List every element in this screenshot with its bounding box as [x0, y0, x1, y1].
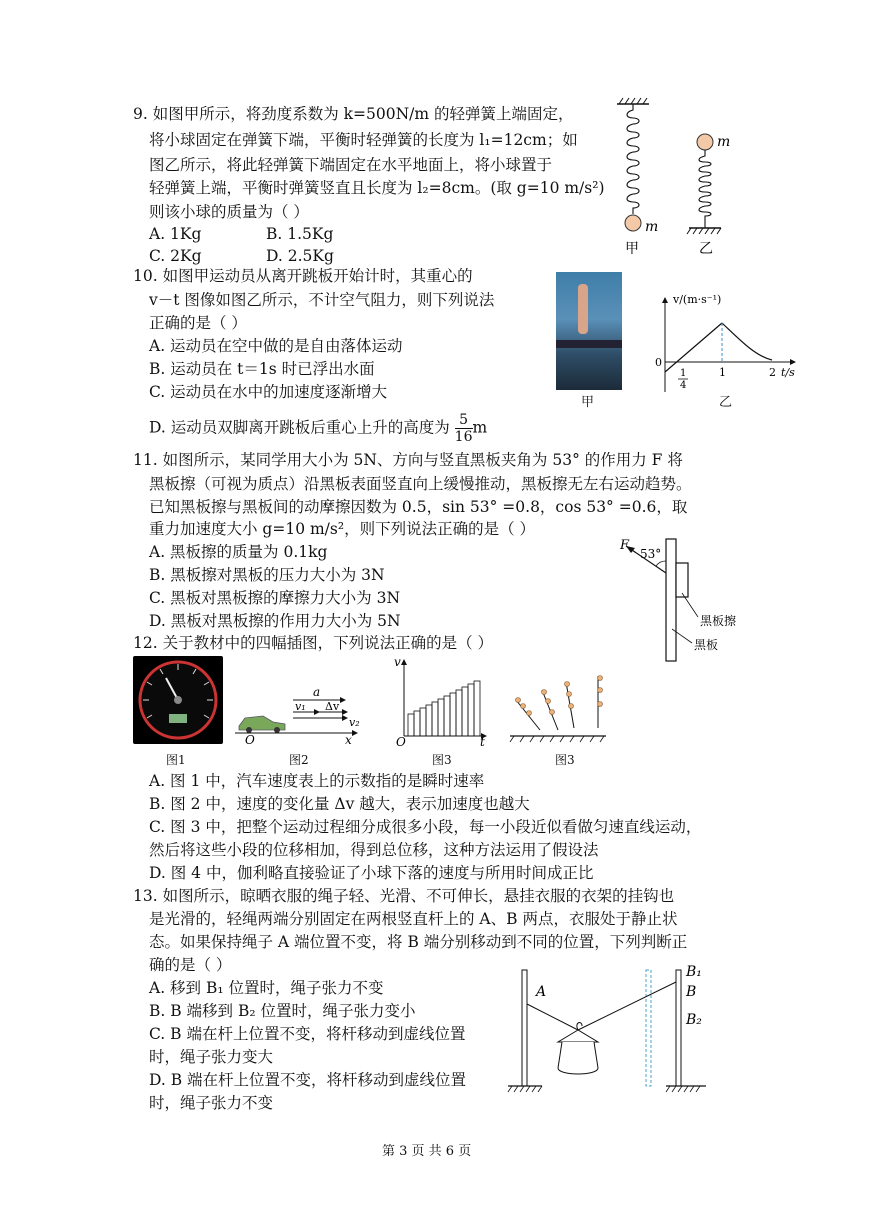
- q12-option-b: B. 图 2 中，速度的变化量 Δv 越大，表示加速度也越大: [149, 795, 530, 813]
- q12-option-d: D. 图 4 中，伽利略直接验证了小球下落的速度与所用时间成正比: [149, 864, 594, 882]
- q10-option-b: B. 运动员在 t＝1s 时已浮出水面: [149, 360, 375, 378]
- q12-fig2-v2-label: v₂: [349, 716, 360, 729]
- q13-option-b: B. B 端移到 B₂ 位置时，绳子张力变小: [149, 1002, 416, 1020]
- q10-option-a: A. 运动员在空中做的是自由落体运动: [149, 337, 403, 355]
- q10-tick-2: 2: [769, 366, 776, 379]
- dashed-pole-icon: [646, 970, 651, 1086]
- ball-icon: [516, 676, 603, 716]
- q9-label-jia: 甲: [625, 241, 639, 257]
- q10-option-d-text: D. 运动员双脚离开跳板后重心上升的高度为: [149, 418, 450, 437]
- blackboard-icon: [666, 539, 676, 661]
- fraction-unit: m: [472, 418, 488, 437]
- q13-clothesline-figure: [500, 958, 740, 1098]
- q11-blackboard-figure: [610, 533, 780, 663]
- q11-line: 黑板擦（可视为质点）沿黑板表面竖直向上缓慢推动，黑板擦无左右运动趋势。: [149, 475, 692, 493]
- q9-mass-label-yi: m: [717, 134, 731, 150]
- q12-fig2-car: [235, 686, 370, 746]
- q10-line: 10. 如图甲运动员从离开跳板开始计时，其重心的: [133, 267, 473, 285]
- q12-stem: 12. 关于教材中的四幅插图，下列说法正确的是（ ）: [133, 634, 494, 652]
- right-pole-icon: [676, 970, 681, 1086]
- q9-option-c: C. 2Kg: [149, 247, 202, 265]
- q10-y-axis-label: v/(m·s⁻¹): [673, 293, 722, 306]
- q11-line: 已知黑板擦与黑板间的动摩擦因数为 0.5，sin 53° =0.8，cos 53° =0.6，取: [149, 498, 688, 516]
- q11-option-a: A. 黑板擦的质量为 0.1kg: [149, 543, 328, 561]
- q12-fig4-galileo-inclines: [506, 670, 611, 744]
- q12-fig2-v1-label: v₁: [295, 700, 306, 713]
- q10-tick-quarter-num: 1: [680, 368, 687, 379]
- q11-option-b: B. 黑板擦对黑板的压力大小为 3N: [149, 566, 385, 584]
- q12-option-a: A. 图 1 中，汽车速度表上的示数指的是瞬时速率: [149, 772, 485, 790]
- q10-origin-label: 0: [655, 356, 662, 369]
- q9-line: 轻弹簧上端，平衡时弹簧竖直且长度为 l₂=8cm。(取 g=10 m/s²): [149, 179, 605, 197]
- q10-rising-line: [665, 323, 722, 372]
- q10-x-axis-label: t/s: [781, 366, 795, 379]
- q12-option-c-cont: 然后将这些小段的位移相加，得到总位移，这种方法运用了假设法: [149, 841, 599, 859]
- q12-option-c: C. 图 3 中，把整个运动过程细分成很多小段，每一小段近似看做匀速直线运动，: [149, 818, 702, 836]
- q11-angle-label: 53°: [640, 547, 662, 561]
- q9-mass-label-jia: m: [645, 219, 659, 235]
- q12-fig2-x-label: x: [345, 733, 352, 746]
- ball-icon: [625, 215, 641, 231]
- diver-figure-icon: [578, 284, 588, 334]
- q12-fig2-a-label: a: [313, 686, 321, 699]
- q12-fig3-v-label: v: [394, 656, 401, 669]
- q10-line: v－t 图像如图乙所示，不计空气阻力，则下列说法: [149, 291, 495, 309]
- q12-fig3-vt-bars: [390, 656, 490, 748]
- q13-option-c-cont: 时，绳子张力变大: [149, 1048, 274, 1066]
- q11-option-c: C. 黑板对黑板擦的摩擦力大小为 3N: [149, 589, 401, 607]
- q11-line: 重力加速度大小 g=10 m/s²，则下列说法正确的是（ ）: [149, 520, 536, 538]
- q11-force-label: F: [620, 538, 630, 553]
- q12-fig3-t-label: t: [480, 735, 485, 748]
- q13-line: 是光滑的，轻绳两端分别固定在两根竖直杆上的 A、B 两点，衣服处于静止状: [149, 910, 678, 928]
- fraction-denominator: 16: [454, 429, 473, 445]
- q9-line: 则该小球的质量为（ ）: [149, 203, 309, 221]
- q9-line: 将小球固定在弹簧下端，平衡时轻弹簧的长度为 l₁=12cm；如: [149, 131, 578, 149]
- q13-option-c: C. B 端在杆上位置不变，将杆移动到虚线位置: [149, 1025, 466, 1043]
- q10-decay-curve: [722, 323, 772, 360]
- q10-tick-quarter-den: 4: [680, 380, 687, 391]
- q10-option-c: C. 运动员在水中的加速度逐渐增大: [149, 383, 388, 401]
- diver-photo: [556, 272, 622, 390]
- riemann-bars: [408, 681, 480, 736]
- q12-fig2-o-label: O: [245, 733, 255, 746]
- q12-caption-3: 图3: [432, 753, 452, 767]
- q13-label-a: A: [536, 984, 547, 1000]
- q10-label-jia: 甲: [581, 395, 595, 410]
- q13-label-b1: B₁: [686, 964, 702, 980]
- q13-option-d-cont: 时，绳子张力不变: [149, 1094, 274, 1112]
- rope-left: [527, 1004, 578, 1030]
- q9-spring-figure: [605, 96, 755, 261]
- fraction-numerator: 5: [455, 412, 473, 429]
- q13-label-b: B: [686, 984, 697, 1000]
- q13-option-a: A. 移到 B₁ 位置时，绳子张力不变: [149, 979, 384, 997]
- q11-line: 11. 如图所示，某同学用大小为 5N、方向与竖直黑板夹角为 53° 的作用力 F 将: [133, 451, 683, 469]
- q9-label-yi: 乙: [699, 241, 713, 257]
- q9-line: 9. 如图甲所示，将劲度系数为 k=500N/m 的轻弹簧上端固定，: [133, 105, 574, 123]
- speedometer-icon: [133, 656, 223, 744]
- q12-caption-4: 图3: [555, 753, 575, 767]
- q12-fig3-o-label: O: [396, 735, 406, 748]
- q11-eraser-label: 黑板擦: [700, 614, 737, 628]
- q10-label-yi: 乙: [719, 395, 733, 410]
- q12-fig2-dv-label: Δv: [325, 700, 340, 713]
- page-footer: 第 3 页 共 6 页: [382, 1144, 472, 1159]
- q10-vt-graph: [645, 290, 805, 400]
- q9-option-d: D. 2.5Kg: [266, 247, 334, 265]
- q13-label-b2: B₂: [686, 1012, 702, 1028]
- q13-line: 态。如果保持绳子 A 端位置不变，将 B 端分别移动到不同的位置，下列判断正: [149, 933, 688, 951]
- q13-option-d: D. B 端在杆上位置不变，将杆移动到虚线位置: [149, 1071, 467, 1089]
- q9-option-a: A. 1Kg: [149, 225, 202, 243]
- q10-line: 正确的是（ ）: [149, 314, 247, 332]
- q9-line: 图乙所示，将此轻弹簧下端固定在水平地面上，将小球置于: [149, 156, 553, 174]
- q11-option-d: D. 黑板对黑板擦的作用力大小为 5N: [149, 612, 401, 630]
- q11-board-label: 黑板: [694, 638, 719, 652]
- q12-caption-2: 图2: [289, 753, 309, 767]
- eraser-icon: [676, 563, 688, 597]
- q9-option-b: B. 1.5Kg: [266, 225, 334, 243]
- clothes-icon: [558, 1042, 598, 1074]
- q10-tick-1: 1: [719, 366, 726, 379]
- q10-option-d-fraction: [455, 412, 473, 445]
- q12-caption-1: 图1: [166, 753, 186, 767]
- q13-line: 13. 如图所示，晾晒衣服的绳子轻、光滑、不可伸长，悬挂衣服的衣架的挂钩也: [133, 887, 675, 905]
- ball-icon: [697, 134, 713, 150]
- speedometer-photo: [133, 656, 223, 744]
- q10-option-d: [149, 412, 487, 445]
- rope-right: [578, 982, 676, 1030]
- left-pole-icon: [522, 970, 527, 1086]
- q13-line: 确的是（ ）: [149, 956, 232, 974]
